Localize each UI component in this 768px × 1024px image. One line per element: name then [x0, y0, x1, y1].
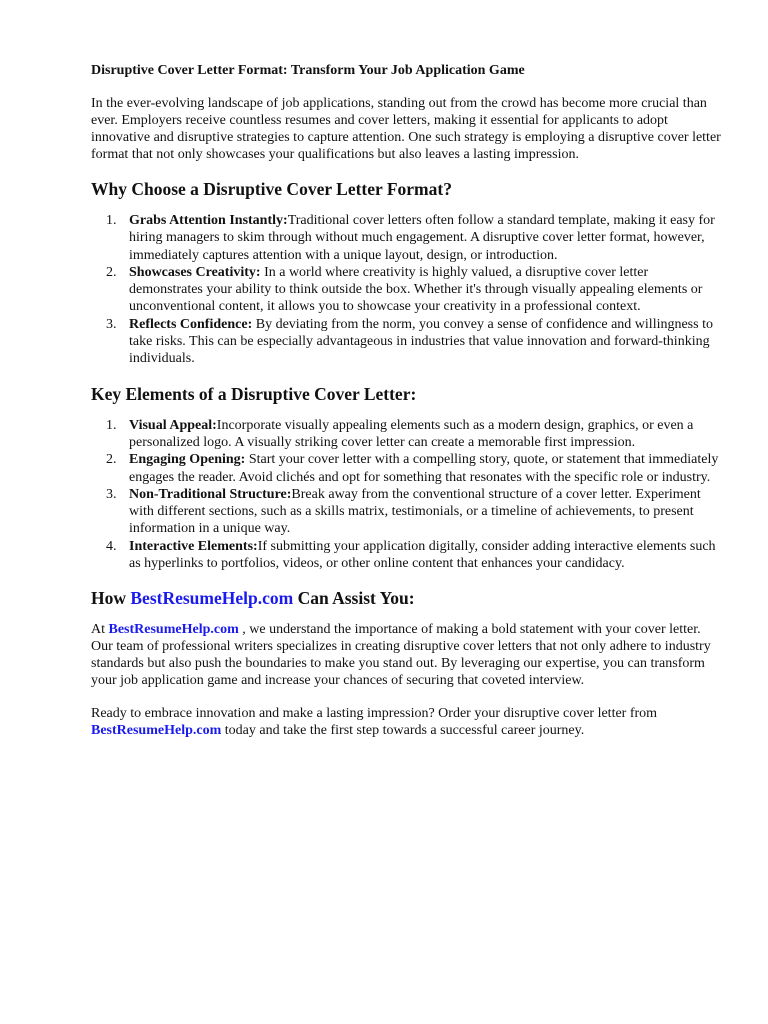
closing-paragraph: [91, 705, 724, 739]
paragraph-text: At: [91, 622, 109, 638]
list-number: 3.: [106, 316, 117, 332]
list-item-text: If submitting your application digitally, consider adding interactive elements such as hyperlinks to portfolios, videos, or other online content that enhances your candidacy.: [129, 538, 716, 572]
list-item-text: Traditional cover letters often follow a standard template, making it easy for hiring managers to skim through without much engagement. A disruptive cover letter format, however, immediately captures attention with a unique layout, design, or introduction.: [129, 213, 715, 263]
list-item: [91, 451, 724, 486]
intro-paragraph: In the ever-evolving landscape of job applications, standing out from the crowd has become more crucial than ever. Employers receive countless resumes and cover letters, making it essential for applicants to adopt innovative and disruptive strategies to capture attention. One such strategy is employing a disruptive cover letter format that not only showcases your qualifications but also leaves a lasting impression.: [91, 96, 721, 162]
list-item-text: By deviating from the norm, you convey a sense of confidence and willingness to take risks. This can be especially advantageous in industries that value innovation and forward-thinking individuals.: [129, 316, 713, 367]
website-link[interactable]: BestResumeHelp.com: [108, 622, 239, 638]
paragraph-text: , we understand the importance of making a bold statement with your cover letter. Our team of professional writers specializes in creating disruptive cover letters that not only adhere to industry standards but also push the boundaries to make you stand out. By leveraging our expertise, you can transform your job application game and increase your chances of securing that coveted interview.: [91, 622, 711, 689]
list-number: 1.: [106, 213, 117, 228]
heading-text: How: [91, 588, 131, 609]
list-item-text: Start your cover letter with a compelling story, quote, or statement that immediately engages the reader. Avoid clichés and opt for something that resonates with the specific role or industry.: [129, 452, 719, 485]
list-item-text: Break away from the conventional structure of a cover letter. Experiment with different sections, such as a skills matrix, testimonials, or a timeline of achievements, to present information in a unique way.: [129, 486, 701, 537]
list-item-title: Interactive Elements:: [129, 538, 258, 554]
document-title: Disruptive Cover Letter Format: Transform Your Job Application Game: [91, 63, 525, 78]
list-number: 2.: [106, 452, 117, 468]
list-item-title: Grabs Attention Instantly:: [129, 213, 288, 228]
list-item-text: Incorporate visually appealing elements such as a modern design, graphics, or even a personalized logo. A visually striking cover letter can create a memorable first impression.: [129, 417, 694, 450]
heading-website-link[interactable]: BestResumeHelp.com: [130, 588, 294, 609]
list-item-title: Engaging Opening:: [129, 452, 246, 468]
section-heading-assist: [91, 588, 724, 609]
list-item: [91, 264, 724, 316]
list-item-title: Visual Appeal:: [129, 417, 217, 433]
list-item: [91, 316, 724, 368]
list-number: 2.: [106, 264, 117, 280]
key-elements-list: [91, 417, 724, 573]
section-heading-why: Why Choose a Disruptive Cover Letter Format?: [91, 179, 452, 199]
why-list: [91, 212, 724, 368]
heading-text: Can Assist You:: [293, 588, 415, 609]
list-item-title: Reflects Confidence:: [129, 316, 253, 332]
list-item-title: Showcases Creativity:: [129, 264, 261, 280]
list-item: [91, 417, 724, 452]
assist-paragraph: [91, 621, 724, 689]
list-number: 4.: [106, 538, 117, 554]
list-item: [91, 212, 724, 264]
list-item: [91, 486, 724, 538]
list-item-text: In a world where creativity is highly valued, a disruptive cover letter demonstrates your ability to think outside the box. Whether it's through visually appealing elements or unconventional content, it allows you to showcase your creativity in a professional context.: [129, 264, 703, 315]
list-item-title: Non-Traditional Structure:: [129, 486, 292, 502]
list-item: [91, 538, 724, 573]
section-heading-key-elements: Key Elements of a Disruptive Cover Letter:: [91, 383, 417, 404]
website-link[interactable]: BestResumeHelp.com: [91, 723, 222, 739]
paragraph-text: Ready to embrace innovation and make a lasting impression? Order your disruptive cover letter from: [91, 706, 658, 722]
list-number: 1.: [106, 417, 117, 433]
list-number: 3.: [106, 486, 117, 502]
paragraph-text: today and take the first step towards a successful career journey.: [221, 723, 585, 739]
